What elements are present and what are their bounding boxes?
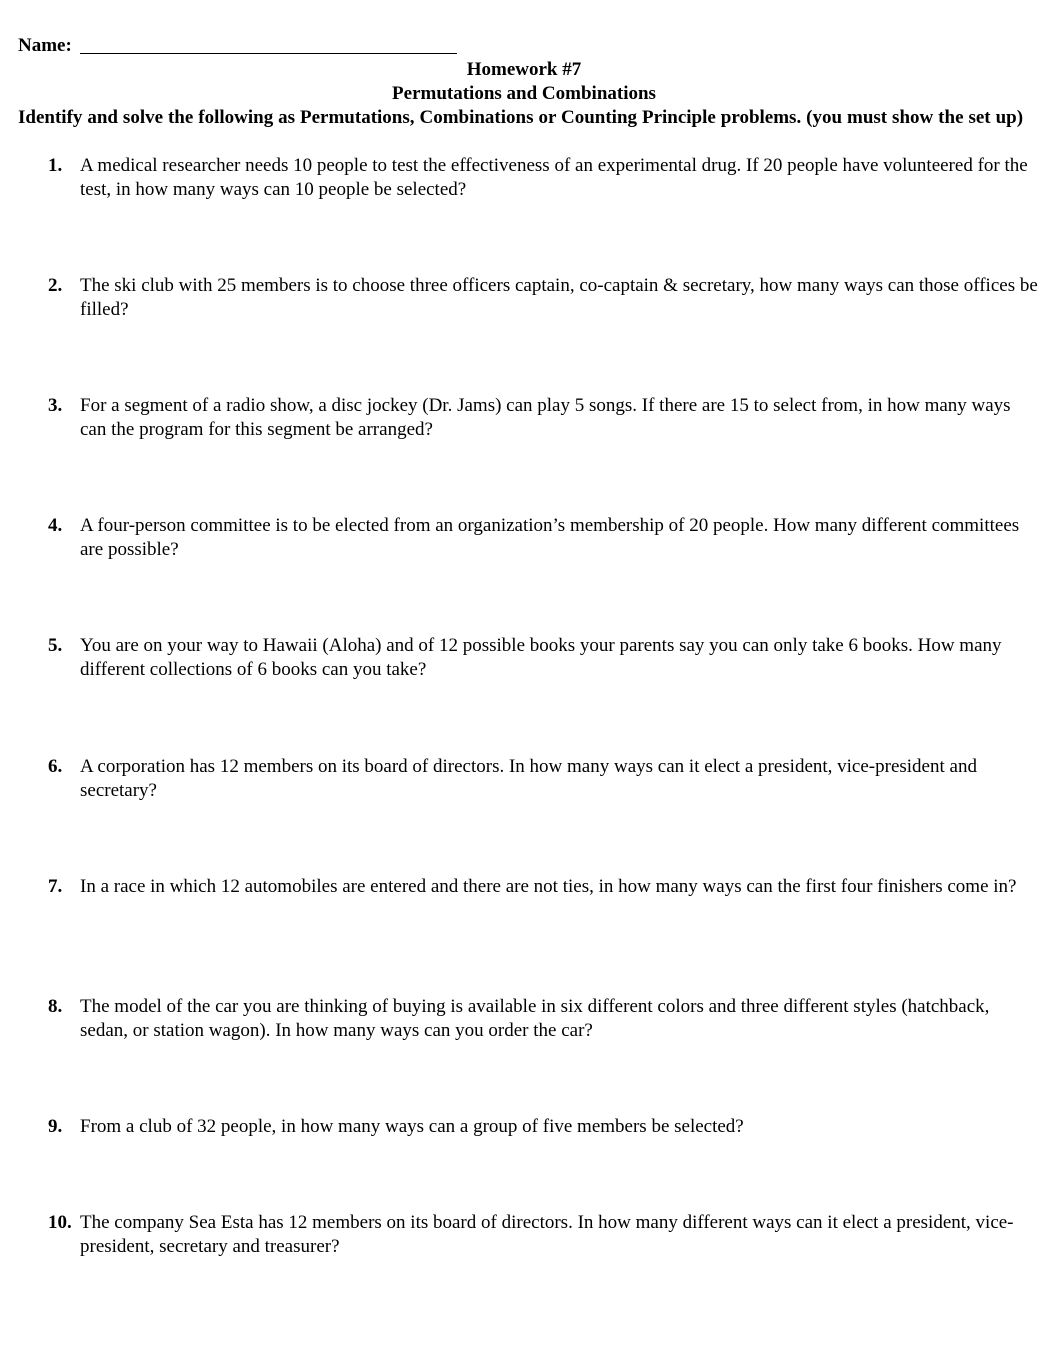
problem-number: 1. — [48, 155, 63, 176]
problem-number: 8. — [48, 996, 63, 1017]
instructions: Identify and solve the following as Permutations, Combinations or Counting Principle problems. (you must show the set up) — [18, 107, 1024, 128]
problem-10 — [48, 1211, 1038, 1259]
name-blank-line[interactable] — [80, 53, 457, 54]
problem-number: 3. — [48, 395, 63, 416]
problem-number: 9. — [48, 1116, 63, 1137]
problem-number: 10. — [48, 1212, 72, 1233]
problem-text: A four-person committee is to be elected from an organization’s membership of 20 people. How many different committees are possible? — [80, 515, 1020, 560]
problem-number: 2. — [48, 275, 63, 296]
problem-5 — [48, 634, 1038, 682]
problem-number: 4. — [48, 515, 63, 536]
problem-1 — [48, 154, 1038, 202]
problem-6 — [48, 755, 1038, 803]
problem-8 — [48, 995, 1038, 1043]
problem-text: A medical researcher needs 10 people to test the effectiveness of an experimental drug. If 20 people have volunteered for the test, in how many ways can 10 people be selected? — [80, 155, 1028, 200]
problem-text: The company Sea Esta has 12 members on its board of directors. In how many different ways can it elect a president, vice-president, secretary and treasurer? — [80, 1212, 1014, 1257]
problem-number: 7. — [48, 876, 63, 897]
problem-text: A corporation has 12 members on its board of directors. In how many ways can it elect a president, vice-president and secretary? — [80, 756, 977, 801]
problem-text: For a segment of a radio show, a disc jockey (Dr. Jams) can play 5 songs. If there are 15 to select from, in how many ways can the program for this segment be arranged? — [80, 395, 1011, 440]
name-label: Name: — [18, 35, 72, 56]
problem-text: You are on your way to Hawaii (Aloha) and of 12 possible books your parents say you can only take 6 books. How many different collections of 6 books can you take? — [80, 635, 1002, 680]
problem-9 — [48, 1115, 1038, 1139]
problem-number: 5. — [48, 635, 63, 656]
problem-2 — [48, 274, 1038, 322]
problem-7 — [48, 875, 1038, 899]
homework-subtitle: Permutations and Combinations — [392, 83, 656, 104]
problem-3 — [48, 394, 1038, 442]
problem-text: From a club of 32 people, in how many ways can a group of five members be selected? — [80, 1116, 744, 1137]
problem-text: In a race in which 12 automobiles are entered and there are not ties, in how many ways can the first four finishers come in? — [80, 876, 1017, 897]
homework-title: Homework #7 — [466, 59, 582, 80]
problem-number: 6. — [48, 756, 63, 777]
problem-4 — [48, 514, 1038, 562]
problem-text: The model of the car you are thinking of buying is available in six different colors and three different styles (hatchback, sedan, or station wagon). In how many ways can you order the car? — [80, 996, 990, 1041]
problem-text: The ski club with 25 members is to choose three officers captain, co-captain & secretary, how many ways can those offices be filled? — [80, 275, 1038, 320]
